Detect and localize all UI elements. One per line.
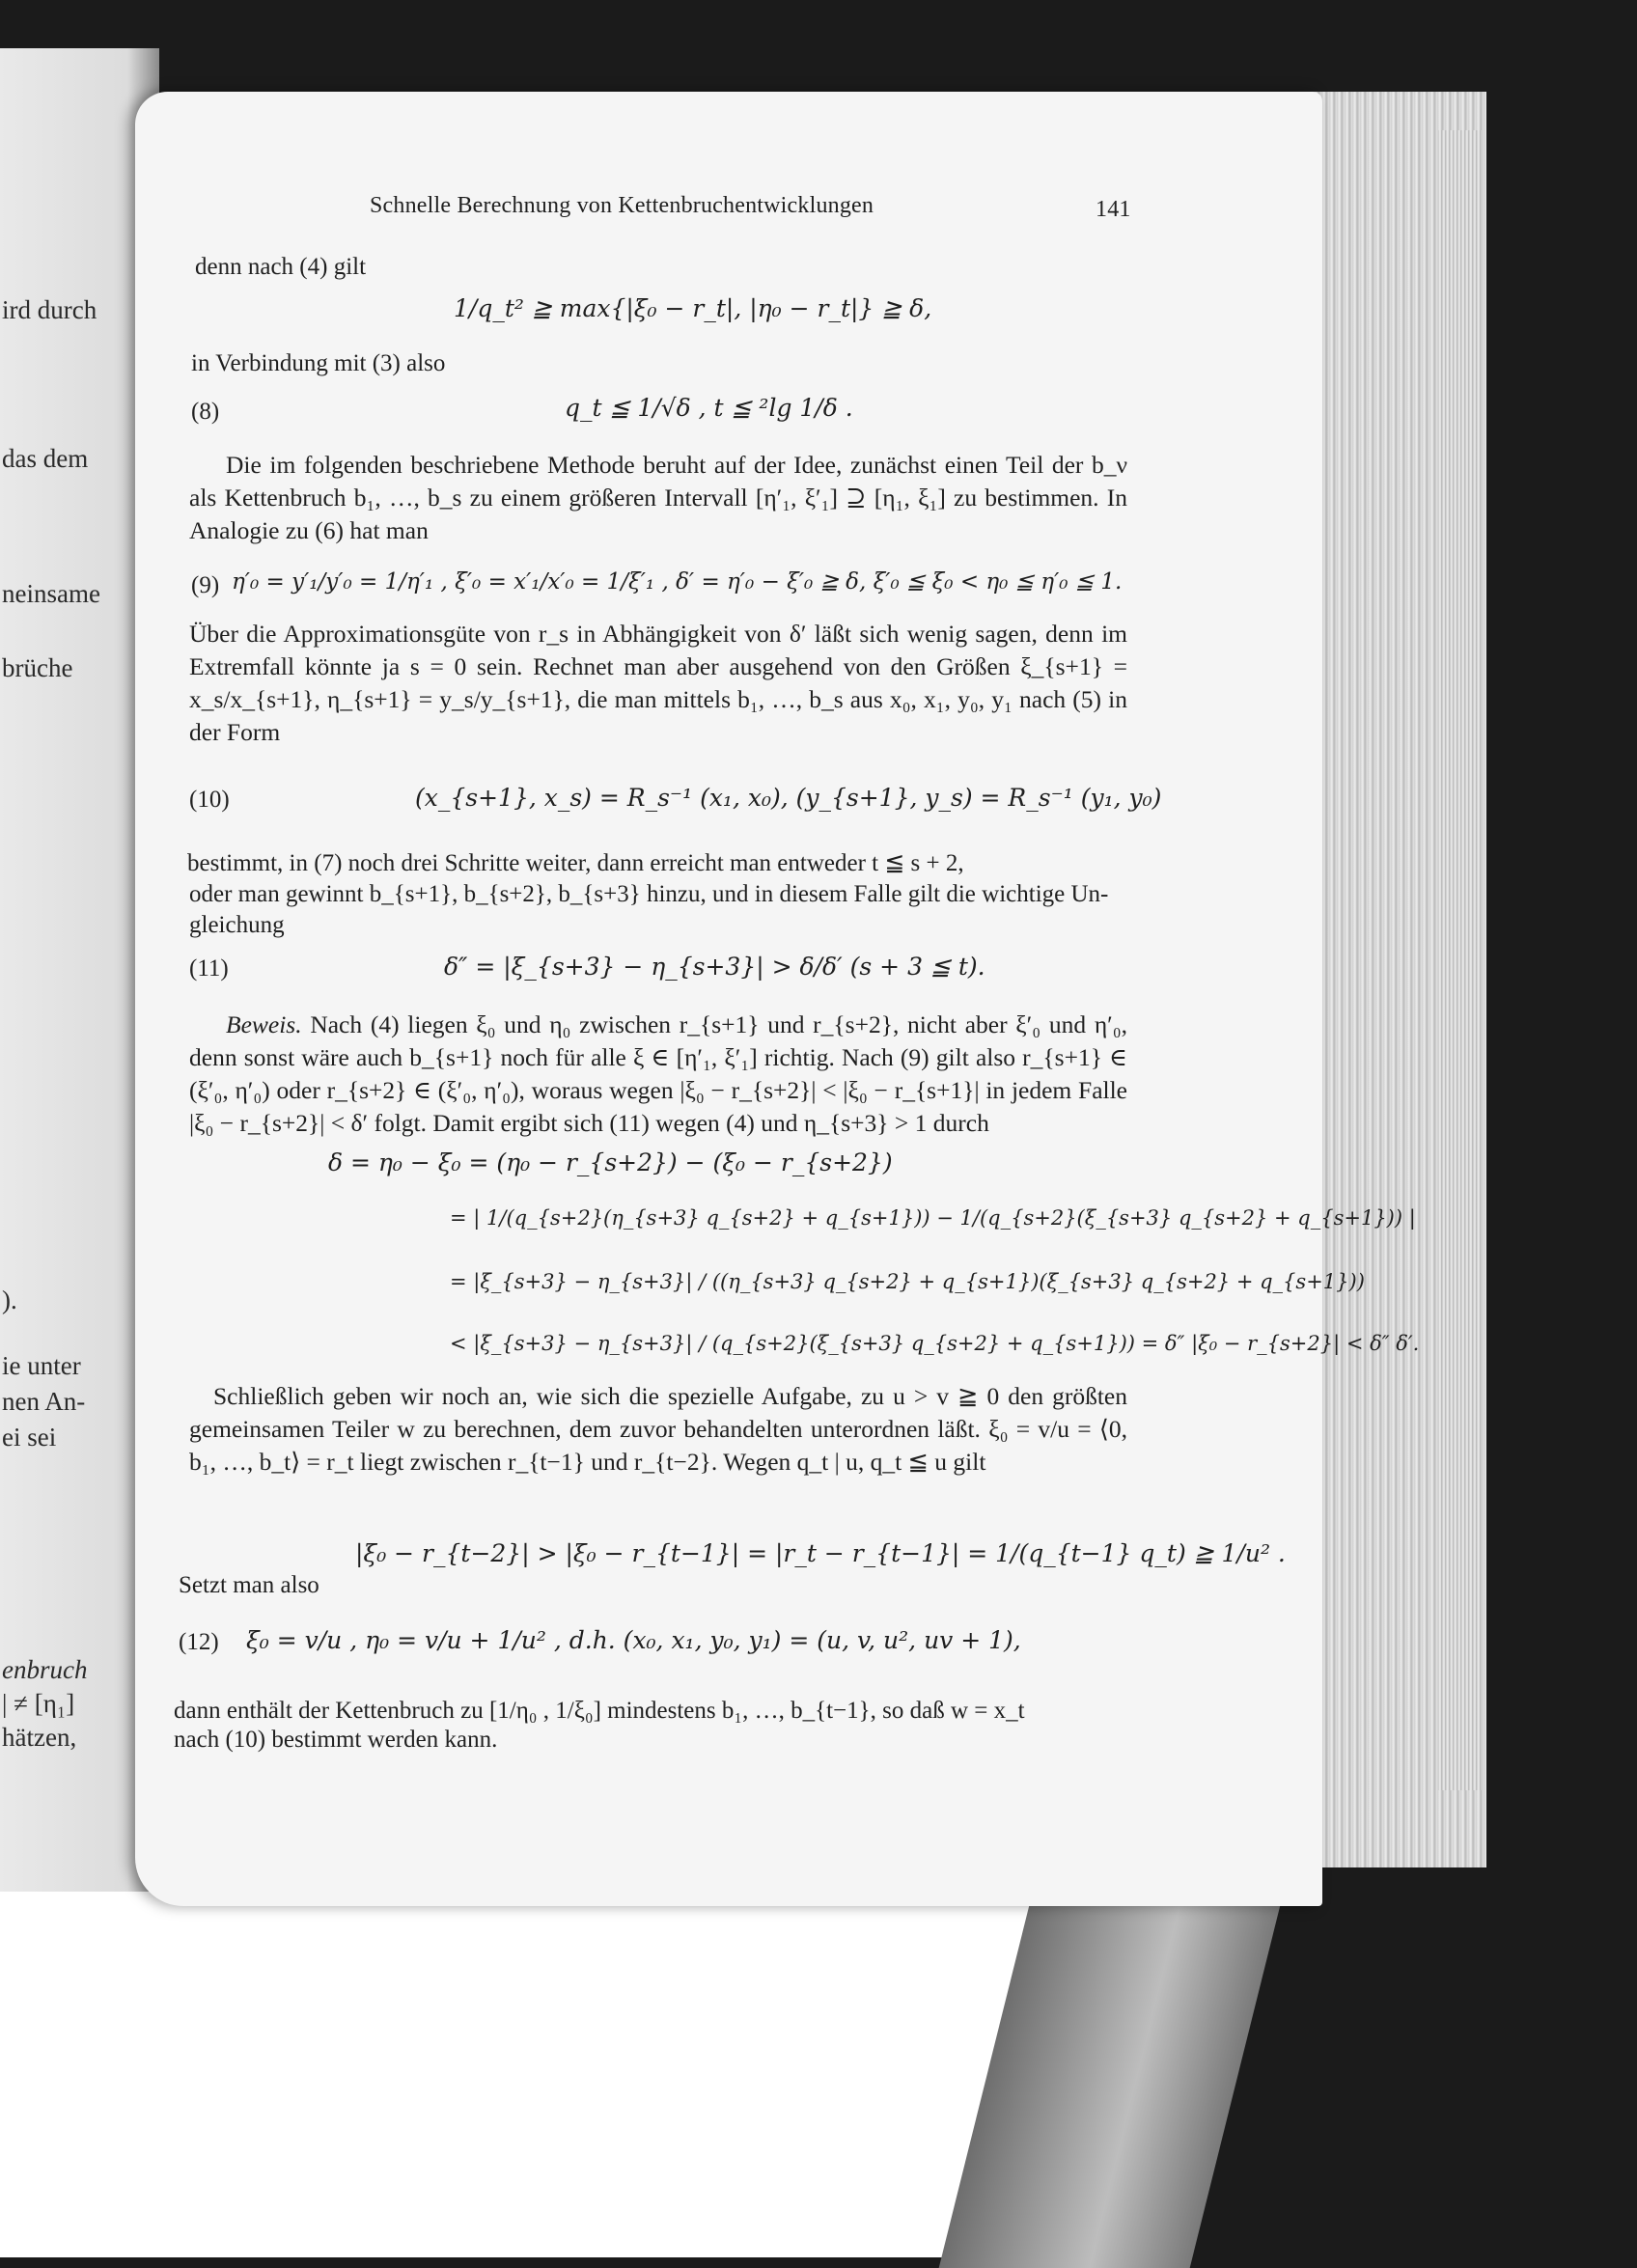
text-line: Setzt man also (179, 1572, 319, 1598)
left-fragment: brüche (2, 653, 73, 682)
left-fragment: hätzen, (2, 1723, 77, 1752)
running-head-title: Schnelle Berechnung von Kettenbruchentwicklungen (370, 193, 874, 218)
equation-number: (10) (189, 787, 230, 813)
formula-max: 1/q_t² ≧ max{|ξ₀ − r_t|, |η₀ − r_t|} ≧ δ, (454, 294, 932, 322)
left-fragment: ie unter (2, 1351, 81, 1380)
text-line: in Verbindung mit (3) also (191, 350, 446, 376)
formula-8: q_t ≦ 1/√δ , t ≦ ²lg 1/δ . (565, 394, 853, 422)
proof-paragraph (189, 1009, 1127, 1140)
scan-background (0, 1892, 1100, 2257)
formula-wegen: |ξ₀ − r_{t−2}| > |ξ₀ − r_{t−1}| = |r_t − r_{t−1}| = 1/(q_{t−1} q_t) ≧ 1/u² . (355, 1539, 1286, 1567)
book-page-edge (1438, 130, 1482, 1790)
derivation-line: = | 1/(q_{s+2}(η_{s+3} q_{s+2} + q_{s+1})) − 1/(q_{s+2}(ξ_{s+3} q_{s+2} + q_{s+1})) | (450, 1206, 1416, 1230)
formula-11: δ″ = |ξ_{s+3} − η_{s+3}| > δ/δ′ (s + 3 ≦ t). (444, 953, 985, 981)
left-fragment: neinsame (2, 579, 100, 608)
derivation-line: δ = η₀ − ξ₀ = (η₀ − r_{s+2}) − (ξ₀ − r_{s+2}) (328, 1148, 893, 1176)
equation-number: (8) (191, 399, 220, 425)
proof-label: Beweis. (226, 1010, 302, 1038)
left-fragment: ). (2, 1286, 17, 1314)
formula-10: (x_{s+1}, x_s) = R_s⁻¹ (x₁, x₀), (y_{s+1}, y_s) = R_s⁻¹ (y₁, y₀) (415, 784, 1162, 812)
derivation-line: < |ξ_{s+3} − η_{s+3}| / (q_{s+2}(ξ_{s+3} q_{s+2} + q_{s+1})) = δ″ |ξ₀ − r_{s+2}| < δ″ δ′. (450, 1332, 1420, 1355)
equation-number: (12) (179, 1629, 219, 1655)
page-number: 141 (1096, 197, 1131, 222)
formula-12: ξ₀ = v/u , η₀ = v/u + 1/u² , d.h. (x₀, x₁, y₀, y₁) = (u, v, u², uv + 1), (246, 1626, 1021, 1654)
left-fragment: enbruch (2, 1655, 88, 1684)
proof-text: Nach (4) liegen ξ₀ und η₀ zwischen r_{s+1} und r_{s+2}, nicht aber ξ′₀ und η′₀, denn sonst wäre auch b_{s+1} noch für alle ξ ∈ [η′₁, ξ′₁] richtig. Nach (9) gilt also r_{s+1} ∈ (ξ′₀, η′₀) oder r_{s+2} ∈ (ξ′₀, η′₀), woraus wegen |ξ₀ − r_{s+2}| < |ξ₀ − r_{s+1}| in jedem Falle |ξ₀ − r_{s+2}| < δ′ folgt. Damit ergibt sich (11) wegen (4) und η_{s+3} > 1 durch (189, 1010, 1127, 1137)
left-fragment: nen An- (2, 1387, 86, 1416)
text-line: denn nach (4) gilt (195, 254, 367, 280)
equation-number: (11) (189, 955, 229, 982)
left-fragment: das dem (2, 444, 89, 473)
text-line: gleichung (189, 912, 285, 938)
left-fragment: ei sei (2, 1423, 57, 1452)
formula-9: η′₀ = y′₁/y′₀ = 1/η′₁ , ξ′₀ = x′₁/x′₀ = 1/ξ′₁ , δ′ = η′₀ − ξ′₀ ≧ δ, ξ′₀ ≦ ξ₀ < η₀ ≦ η′₀ ≦ 1. (232, 569, 1123, 595)
derivation-line: = |ξ_{s+3} − η_{s+3}| / ((η_{s+3} q_{s+2} + q_{s+1})(ξ_{s+3} q_{s+2} + q_{s+1})) (450, 1270, 1365, 1293)
left-fragment: | ≠ [η₁] (2, 1689, 75, 1718)
equation-number: (9) (191, 572, 220, 598)
left-fragment: ird durch (2, 295, 97, 324)
paragraph: Die im folgenden beschriebene Methode beruht auf der Idee, zunächst einen Teil der b_ν als Kettenbruch b₁, …, b_s zu einem größeren Intervall [η′₁, ξ′₁] ⊇ [η₁, ξ₁] zu bestimmen. In Analogie zu (6) hat man (189, 451, 1127, 544)
text-line: oder man gewinnt b_{s+1}, b_{s+2}, b_{s+3} hinzu, und in diesem Falle gilt die wichtige Un- (189, 881, 1109, 907)
text-line: dann enthält der Kettenbruch zu [1/η₀ , 1/ξ₀] mindestens b₁, …, b_{t−1}, so daß w = x_t (174, 1698, 1025, 1724)
paragraph: Schließlich geben wir noch an, wie sich die spezielle Aufgabe, zu u > v ≧ 0 den größten gemeinsamen Teiler w zu berechnen, dem zuvor behandelten unterordnen läßt. ξ₀ = v/u = ⟨0, b₁, …, b_t⟩ = r_t liegt zwischen r_{t−1} und r_{t−2}. Wegen q_t | u, q_t ≦ u gilt (189, 1382, 1127, 1476)
text-line: bestimmt, in (7) noch drei Schritte weiter, dann erreicht man entweder t ≦ s + 2, (187, 850, 964, 876)
paragraph: Über die Approximationsgüte von r_s in Abhängigkeit von δ′ läßt sich wenig sagen, denn im Extremfall könnte ja s = 0 sein. Rechnet man aber ausgehend von den Größen ξ_{s+1} = x_s/x_{s+1}, η_{s+1} = y_s/y_{s+1}, die man mittels b₁, …, b_s aus x₀, x₁, y₀, y₁ nach (5) in der Form (189, 620, 1127, 746)
text-line: nach (10) bestimmt werden kann. (174, 1727, 498, 1753)
